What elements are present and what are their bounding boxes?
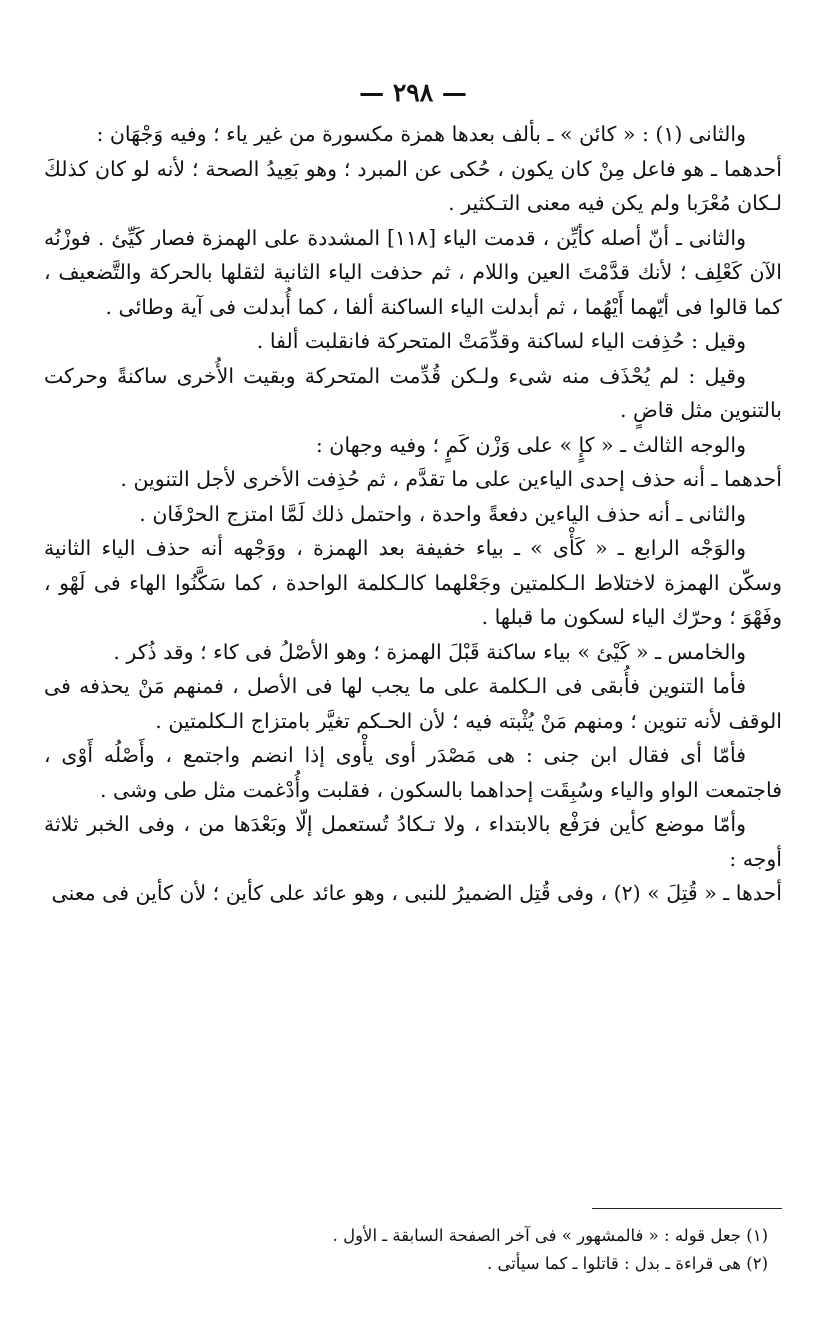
footnote: (٢) هى قراءة ـ بدل : قاتلوا ـ كما سيأتى .: [486, 1254, 768, 1273]
paragraph: أحدهما ـ أنه حذف إحدى الياءين على ما تقدَّم ، ثم حُذِفت الأخرى لأجل التنوين .: [120, 467, 782, 491]
footnotes: [44, 1222, 782, 1278]
page-number: — ٢٩٨ —: [359, 78, 467, 107]
footnote: (١) جعل قوله : « فالمشهور » فى آخر الصفحة السابقة ـ الأول .: [332, 1226, 768, 1245]
paragraph: والخامس ـ « كَيْئ » بياء ساكنة قَبْلَ الهمزة ؛ وهو الأصْلُ فى كاء ؛ وقد ذُكر .: [113, 639, 746, 664]
main-text: [44, 117, 782, 911]
paragraph: فأمّا أى فقال ابن جنى : هى مَصْدَر أوى يأْوى إذا انضم واجتمع ، وأَصْلُه أَوْى ، فاجتمعت الواو والياء وسُبِقَت إحداهما بالسكون ، فقلبت وأُدْغمت مثل طى وشى .: [44, 743, 782, 802]
paragraph: فأما التنوين فأُبقى فى الـكلمة على ما يجب لها فى الأصل ، فمنهم مَنْ يحذفه فى الوقف لأنه تنوين ؛ ومنهم مَنْ يُثْبته فيه ؛ لأن الحـكم تغيَّر بامتزاج الـكلمتين .: [44, 674, 782, 733]
paragraph: والثانى ـ أنه حذف الياءين دفعةً واحدة ، واحتمل ذلك لَمَّا امتزج الحرْفَان .: [139, 501, 746, 526]
paragraph: وقيل : حُذِفت الياء لساكنة وقدِّمَتْ المتحركة فانقلبت ألفا .: [256, 329, 746, 353]
footnote-divider: [592, 1208, 782, 1209]
paragraph: أحدهما ـ هو فاعل مِنْ كان يكون ، حُكى عن المبرد ؛ وهو بَعِيدُ الصحة ؛ لأنه لو كان كذلكَ لـكان مُعْرَبا ولم يكن فيه معنى التـكثير .: [44, 156, 782, 215]
paragraph: والثانى (١) : « كائن » ـ بألف بعدها همزة مكسورة من غير ياء ؛ وفيه وَجْهَان :: [96, 122, 746, 146]
paragraph: أحدها ـ « قُتِلَ » (٢) ، وفى قُتِل الضميرُ للنبى ، وهو عائد على كأين ؛ لأن كأين فى معنى: [51, 881, 782, 905]
paragraph: وأمّا موضع كأين فرَفْع بالابتداء ، ولا تـكادُ تُستعمل إلّا وبَعْدَها من ، وفى الخبر ثلاثة أوجه :: [44, 812, 782, 871]
paragraph: والثانى ـ أنّ أصله كأيِّن ، قدمت الياء [١١٨] المشددة على الهمزة فصار كَيِّئ . فوزْنُه الآن كَعْلِف ؛ لأنك قدَّمْتَ العين واللام ، ثم حذفت الياء الثانية لثقلها بالحركة والتَّضعيف ، كما قالوا فى أيّهما أَيْهُما ، ثم أبدلت الياء الساكنة ألفا ، كما أُبدلت فى آية وطائى .: [44, 225, 782, 319]
paragraph: والوجه الثالث ـ « كإٍ » على وَزْن كَمٍ ؛ وفيه وجهان :: [315, 432, 746, 457]
paragraph: والوَجْه الرابع ـ « كَأْى » ـ بياء خفيفة بعد الهمزة ، ووَجْهه أنه حذف الياء الثانية وسكّن الهمزة لاختلاط الـكلمتين وجَعْلهما كالـكلمة الواحدة ، كما سَكَّنُوا الهاء فى لَهْو ، وفَهْوَ ؛ وحرّك الياء لسكون ما قبلها .: [44, 536, 782, 629]
paragraph: وقيل : لم يُحْذَف منه شىء ولـكن قُدِّمت المتحركة وبقيت الأُخرى ساكنةً وحركت بالتنوين مثل قاضٍ .: [44, 363, 782, 422]
